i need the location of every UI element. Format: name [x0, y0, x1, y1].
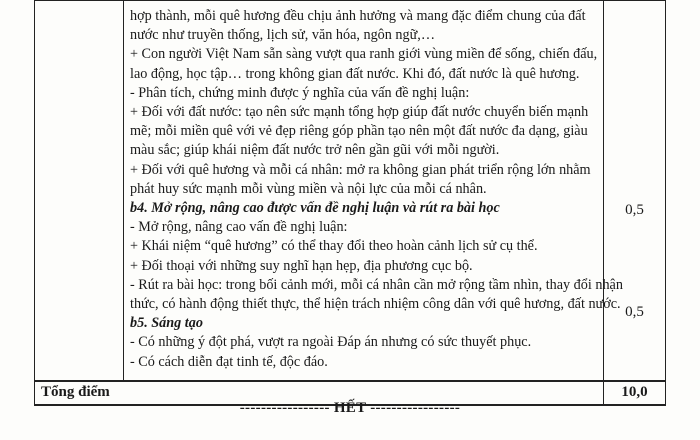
score-column	[604, 1, 666, 381]
criteria-content	[124, 1, 623, 381]
grading-table	[34, 0, 666, 406]
criteria-row	[35, 1, 666, 381]
text-line: phát huy sức mạnh mỗi vùng miền và nội lực của mỗi cá nhân.	[130, 180, 487, 197]
text-line: màu sắc; giúp khái niệm đất nước trở nên gần gũi với mỗi người.	[130, 142, 500, 159]
total-label: Tổng điểm	[35, 381, 604, 405]
text-line: - Mở rộng, nâng cao vấn đề nghị luận:	[130, 219, 348, 236]
text-line: - Rút ra bài học: trong bối cảnh mới, mỗi cá nhân cần mở rộng tầm nhìn, thay đổi nhận	[130, 276, 623, 293]
text-line: - Có những ý đột phá, vượt ra ngoài Đáp án nhưng có sức thuyết phục.	[130, 334, 532, 351]
text-line: + Con người Việt Nam sẵn sàng vượt qua ranh giới vùng miền để sống, chiến đấu,	[130, 46, 598, 63]
score-b5: 0,5	[625, 304, 644, 320]
text-line: lao động, học tập… trong không gian đất nước. Khi đó, đất nước là quê hương.	[130, 65, 580, 82]
text-line: thức, có hành động thiết thực, thể hiện trách nhiệm công dân với quê hương, đất nước.	[130, 296, 621, 313]
b4-heading: b4. Mở rộng, nâng cao được vấn đề nghị luận và rút ra bài học	[130, 200, 500, 217]
text-line: mẽ; mỗi miền quê với vẻ đẹp riêng góp phần tạo nên một đất nước đa dạng, giàu	[130, 123, 588, 140]
text-line: - Phân tích, chứng minh được ý nghĩa của vấn đề nghị luận:	[130, 84, 470, 101]
end-mark: ----------------- HẾT -----------------	[239, 400, 461, 416]
total-value: 10,0	[604, 381, 666, 405]
score-b4: 0,5	[625, 202, 644, 218]
b5-heading: b5. Sáng tạo	[130, 315, 203, 332]
text-line: + Đối thoại với những suy nghĩ hạn hẹp, địa phương cục bộ.	[130, 257, 473, 274]
text-line: nước như truyền thống, lịch sử, văn hóa, ngôn ngữ,…	[130, 27, 436, 44]
text-line: hợp thành, mỗi quê hương đều chịu ảnh hưởng và mang đặc điểm chung của đất	[130, 8, 586, 24]
text-line: + Khái niệm “quê hương” có thể thay đổi theo hoàn cảnh lịch sử cụ thể.	[130, 238, 538, 255]
text-line: - Có cách diễn đạt tinh tế, độc đáo.	[130, 353, 328, 370]
text-line: + Đối với đất nước: tạo nên sức mạnh tổng hợp giúp đất nước chuyển biến mạnh	[130, 104, 589, 121]
section-cell	[35, 1, 124, 381]
text-line: + Đối với quê hương và mỗi cá nhân: mở ra không gian phát triển rộng lớn nhằm	[130, 161, 591, 178]
